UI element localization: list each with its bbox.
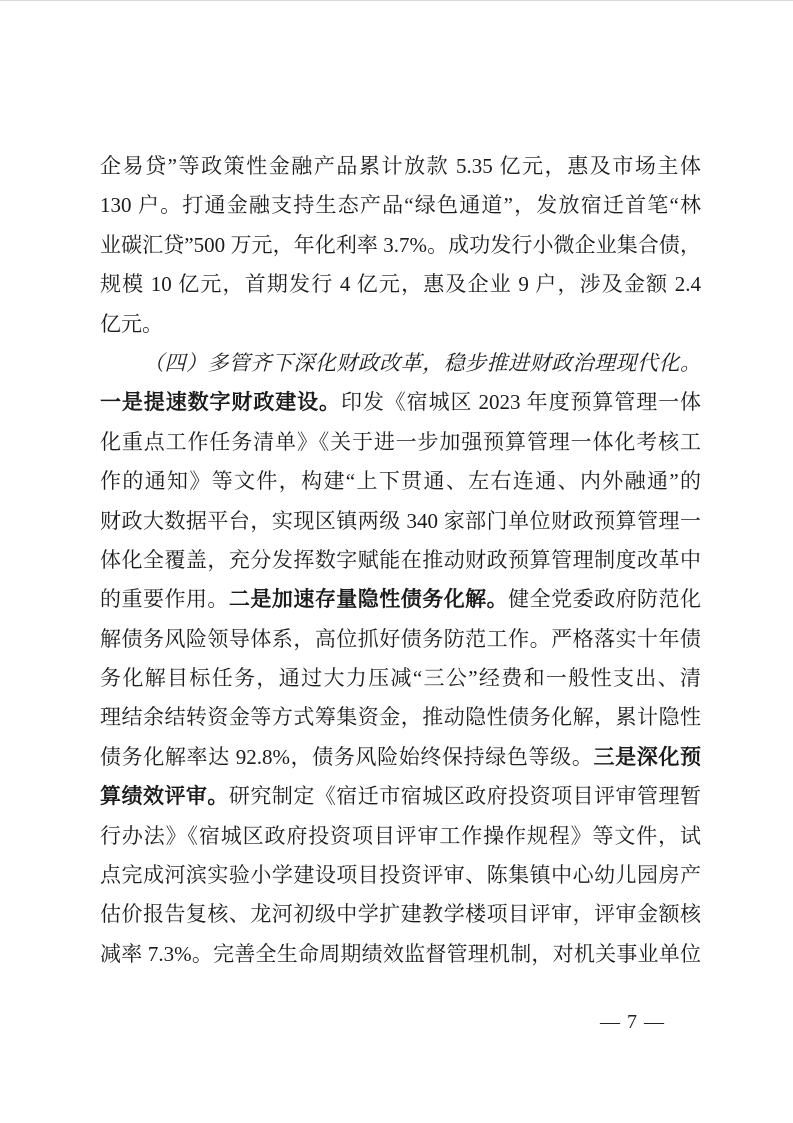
document-line (100, 659, 701, 698)
document-line (100, 502, 701, 541)
document-body (100, 147, 701, 974)
page-number: — 7 — (600, 1011, 665, 1033)
text-run: 130 户。打通金融支持生态产品“绿色通道”，发放宿迁首笔“林 (100, 193, 701, 218)
text-run: 行办法》《宿城区政府投资项目评审工作操作规程》等文件，试 (100, 823, 701, 848)
text-run: 企易贷”等政策性金融产品累计放款 5.35 亿元，惠及市场主体 (100, 154, 701, 178)
document-line (100, 541, 701, 580)
text-run: 研究制定《宿迁市宿城区政府投资项目评审管理暂 (228, 784, 701, 809)
document-line (100, 344, 701, 383)
document-line (100, 305, 701, 344)
document-line (100, 580, 701, 619)
document-line (100, 147, 701, 186)
text-run: 业碳汇贷”500 万元，年化利率 3.7%。成功发行小微企业集合债， (100, 232, 701, 257)
document-line (100, 186, 701, 225)
text-run: 三是深化预 (593, 744, 701, 769)
text-run: 亿元。 (100, 311, 163, 336)
text-run: 债务化解率达 92.8%，债务风险始终保持绿色等级。 (100, 744, 594, 769)
document-line (100, 856, 701, 895)
document-line (100, 738, 701, 777)
document-line (100, 698, 701, 737)
text-run: 点完成河滨实验小学建设项目投资评审、陈集镇中心幼儿园房产 (100, 863, 701, 888)
text-run: 印发《宿城区 2023 年度预算管理一体 (340, 390, 701, 415)
text-run: 化重点工作任务清单》《关于进一步加强预算管理一体化考核工 (100, 429, 701, 454)
document-line (100, 935, 701, 974)
document-line (100, 383, 701, 422)
document-line (100, 423, 701, 462)
text-run: 减率 7.3%。完善全生命周期绩效监督管理机制，对机关事业单位 (100, 941, 701, 966)
text-run: 一是提速数字财政建设。 (100, 390, 341, 415)
text-run: 健全党委政府防范化 (508, 587, 701, 612)
text-run: 规模 10 亿元，首期发行 4 亿元，惠及企业 9 户，涉及金额 2.4 (100, 272, 701, 297)
text-run: 理结余结转资金等方式筹集资金，推动隐性债务化解，累计隐性 (100, 705, 701, 730)
text-run: 估价报告复核、龙河初级中学扩建教学楼项目评审，评审金额核 (100, 902, 701, 927)
text-run: 的重要作用。 (100, 587, 229, 612)
document-line (100, 777, 701, 816)
document-line (100, 620, 701, 659)
text-run: 二是加速存量隐性债务化解。 (228, 587, 509, 612)
text-run: （四）多管齐下深化财政改革，稳步推进财政治理现代化。 (143, 350, 701, 375)
document-line (100, 462, 701, 501)
document-line (100, 817, 701, 856)
document-line (100, 895, 701, 934)
text-run: 财政大数据平台，实现区镇两级 340 家部门单位财政预算管理一 (100, 508, 701, 533)
text-run: 解债务风险领导体系，高位抓好债务防范工作。严格落实十年债 (100, 626, 701, 651)
text-run: 体化全覆盖，充分发挥数字赋能在推动财政预算管理制度改革中 (100, 547, 701, 572)
text-run: 算绩效评审。 (100, 784, 229, 809)
text-run: 作的通知》等文件，构建“上下贯通、左右连通、内外融通”的 (100, 469, 701, 494)
text-run: 务化解目标任务，通过大力压减“三公”经费和一般性支出、清 (100, 666, 701, 691)
document-line (100, 226, 701, 265)
document-line (100, 265, 701, 304)
